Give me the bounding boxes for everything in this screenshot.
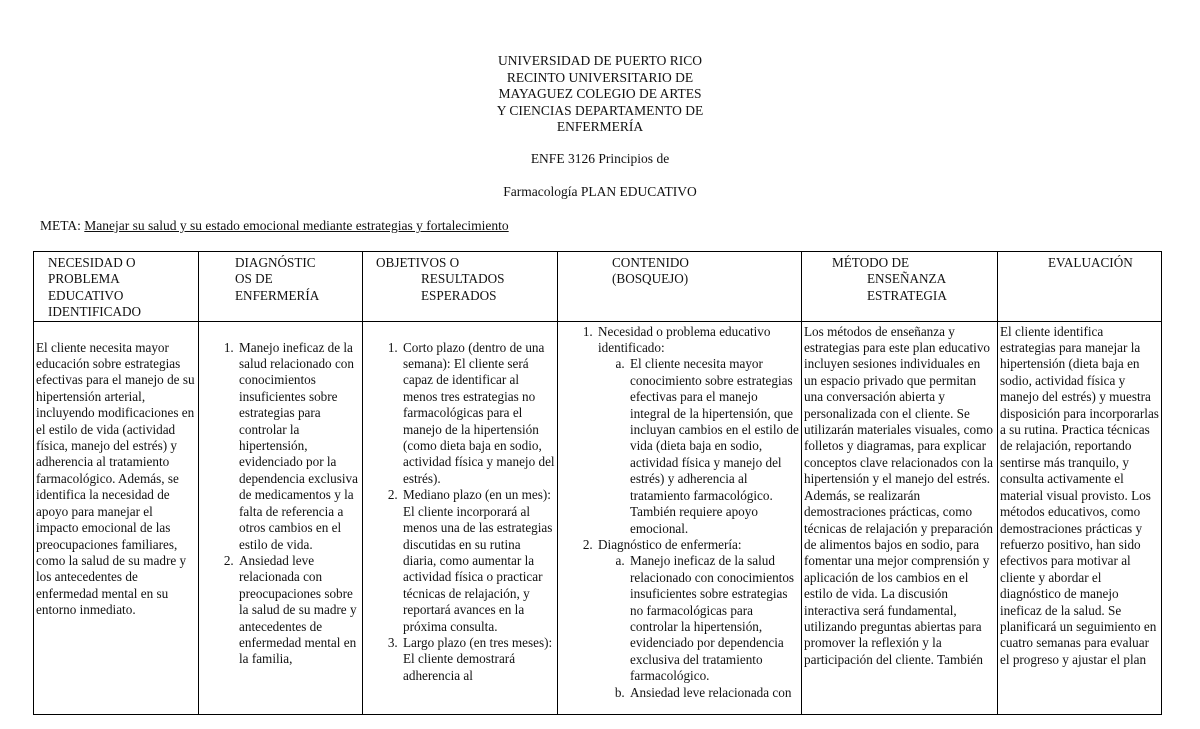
plan-line [0, 184, 1200, 201]
header-line-3: MAYAGUEZ COLEGIO DE ARTES [498, 86, 702, 101]
header-line-1: UNIVERSIDAD DE PUERTO RICO [497, 53, 703, 68]
education-plan-table [33, 251, 1162, 715]
header-method-line: MÉTODO DE [832, 255, 910, 270]
course-title: ENFE 3126 Principios de [530, 151, 670, 166]
diagnosis-list [201, 340, 360, 668]
cell-need [34, 321, 199, 714]
header-line-4: Y CIENCIAS DEPARTAMENTO DE [496, 102, 704, 118]
list-item: 3. Largo plazo (en tres meses): El cliente demostrará adherencia al [401, 635, 555, 684]
list-item: 2. Mediano plazo (en un mes): El cliente incorporará al menos una de las estrategias discutidas en su rutina diaria, como aumentar la actividad física o practicar técnicas de relajación, y reportará avances en la próxima consulta. [401, 487, 555, 635]
course-line [0, 151, 1200, 168]
list-item: b. Ansiedad leve relacionada con [628, 685, 799, 698]
header-diagnosis-line: DIAGNÓSTIC [235, 255, 316, 270]
list-item: 1. Manejo ineficaz de la salud relacionado con conocimientos insuficientes sobre estrategias para controlar la hipertensión, evidenciado por la dependencia exclusiva de medicamentos y la falta de referencia a otros cambios en el estilo de vida. [237, 340, 360, 553]
content-sublist [598, 553, 799, 697]
cell-objectives [363, 321, 558, 714]
cell-content [558, 321, 802, 714]
header-content-line: CONTENIDO [612, 255, 689, 270]
header-objectives-line: RESULTADOS [421, 271, 505, 287]
goal-label: META: [40, 218, 85, 233]
header-method-line: ESTRATEGIA [867, 287, 947, 303]
method-text: Los métodos de enseñanza y estrategias para este plan educativo incluyen sesiones individuales en un espacio privado que permitan una conversación abierta y personalizada con el cliente. Se utilizarán materiales visuales, como folletos y diagramas, para explicar conceptos clave relacionados con la hipertensión y el manejo del estrés. Además, se realizarán demostraciones prácticas, como técnicas de relajación y preparación de alimentos bajos en sodio, para fomentar una mejor comprensión y aplicación de los cambios en el estilo de vida. La discusión interactiva será fundamental, utilizando preguntas abiertas para promover la reflexión y la participación del cliente. También [804, 323, 993, 667]
institution-header [0, 53, 1200, 136]
header-content [558, 252, 802, 322]
evaluation-text: El cliente identifica estrategias para manejar la hipertensión (dieta baja en sodio, actividad física y manejo del estrés) y muestra disposición para incorporarlas a su rutina. Practica técnicas de relajación, reportando sentirse más tranquilo, y consulta activamente el material visual provisto. Los métodos educativos, como demostraciones prácticas y refuerzo positivo, han sido efectivos para motivar al cliente y abordar el diagnóstico de manejo ineficaz de la salud. Se planificará un seguimiento en cuatro semanas para evaluar el progreso y ajustar el plan [1000, 323, 1159, 667]
list-item: 2. Ansiedad leve relacionada con preocupaciones sobre la salud de su madre y antecedentes de enfermedad mental en la familia, [237, 553, 360, 668]
table-row [34, 321, 1162, 714]
header-objectives-line: OBJETIVOS O [376, 255, 460, 270]
list-item: a. Manejo ineficaz de la salud relacionado con conocimientos insuficientes sobre estrategias no farmacológicas para controlar la hipertensión, evidenciado por dependencia exclusiva del tratamiento farmacológico. [628, 553, 799, 684]
need-text: El cliente necesita mayor educación sobre estrategias efectivas para el manejo de su hipertensión arterial, incluyendo modificaciones en el estilo de vida (actividad física, manejo del estrés) y adherencia al tratamiento farmacológico. Además, se identifica la necesidad de apoyo para manejar el impacto emocional de las preocupaciones familiares, como la salud de su madre y los antecedentes de enfermedad mental en su entorno inmediato. [36, 339, 195, 618]
objectives-list [365, 340, 555, 685]
cell-method [802, 321, 998, 714]
header-diagnosis [199, 252, 363, 322]
content-list [560, 324, 799, 698]
list-item [596, 324, 799, 537]
header-objectives-line: ESPERADOS [421, 287, 497, 303]
list-item: a. El cliente necesita mayor conocimiento sobre estrategias efectivas para el manejo integral de la hipertensión, que incluyan cambios en el estilo de vida (dieta baja en sodio, actividad física y manejo del estrés) y adherencia al tratamiento farmacológico. También requiere apoyo emocional. [628, 356, 799, 536]
header-diagnosis-line: OS DE [235, 271, 273, 287]
plan-title: Farmacología PLAN EDUCATIVO [503, 184, 697, 199]
header-diagnosis-line: ENFERMERÍA [235, 287, 320, 303]
list-item: 1. Corto plazo (dentro de una semana): El cliente será capaz de identificar al menos tres estrategias no farmacológicas para el manejo de la hipertensión (como dieta baja en sodio, actividad física y manejo del estrés). [401, 340, 555, 488]
header-evaluation [998, 252, 1162, 322]
goal-text: Manejar su salud y su estado emocional mediante estrategias y fortalecimiento [84, 218, 509, 233]
header-method-line: ENSEÑANZA [867, 271, 947, 287]
cell-diagnosis [199, 321, 363, 714]
table-header-row [34, 252, 1162, 322]
header-line-5: ENFERMERÍA [556, 119, 644, 134]
header-method [802, 252, 998, 322]
content-sublist [598, 356, 799, 536]
header-need-line: PROBLEMA [48, 271, 120, 287]
header-objectives [363, 252, 558, 322]
content-item-1: Necesidad o problema educativo identificado: [598, 323, 771, 356]
cell-evaluation [998, 321, 1162, 714]
header-evaluation-line: EVALUACIÓN [1048, 255, 1133, 270]
header-need-line: EDUCATIVO [48, 287, 124, 303]
header-need-line: IDENTIFICADO [48, 304, 142, 320]
header-content-line: (BOSQUEJO) [612, 271, 689, 287]
header-need-line: NECESIDAD O [48, 255, 136, 270]
list-item [596, 537, 799, 698]
content-item-2: Diagnóstico de enfermería: [598, 536, 742, 552]
header-line-2: RECINTO UNIVERSITARIO DE [506, 69, 694, 85]
goal-statement [40, 218, 509, 234]
header-need [34, 252, 199, 322]
